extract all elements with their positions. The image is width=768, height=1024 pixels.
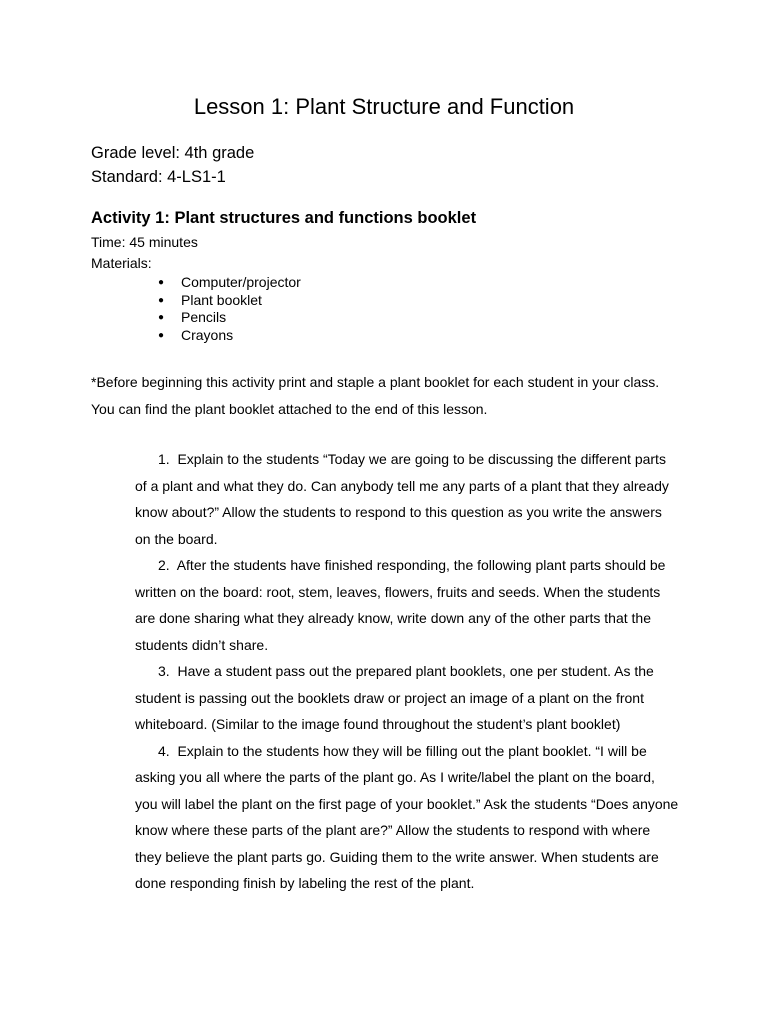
step-item	[135, 738, 680, 897]
step-item	[135, 658, 680, 738]
page-title: Lesson 1: Plant Structure and Function	[193, 94, 575, 119]
steps-list	[135, 446, 680, 897]
step-text: Explain to the students “Today we are going to be discussing the different parts of a plant and what they do. Can anybody tell me any parts of a plant that they already know about?” Allow the students to respond to this question as you write the answers on the board.	[135, 451, 669, 547]
step-number: 2.	[158, 557, 170, 573]
material-label: Computer/projector	[181, 274, 301, 290]
material-label: Pencils	[181, 309, 227, 325]
list-item	[155, 309, 301, 327]
step-text: After the students have finished responding, the following plant parts should be written on the board: root, stem, leaves, flowers, fruits and seeds. When the students are done sharing what they already know, write down any of the other parts that the students didn’t share.	[135, 557, 666, 653]
materials-label: Materials:	[91, 255, 152, 271]
material-label: Crayons	[181, 326, 234, 343]
step-text: Have a student pass out the prepared plant booklets, one per student. As the student is passing out the booklets draw or project an image of a plant on the front whiteboard. (Similar to the image found throughout the student’s plant booklet)	[135, 663, 654, 732]
bullet-icon: ●	[158, 329, 165, 341]
step-number: 4.	[158, 742, 170, 759]
list-item	[155, 327, 301, 345]
step-number: 1.	[158, 451, 170, 467]
grade-level: Grade level: 4th grade	[91, 144, 255, 162]
activity-heading: Activity 1: Plant structures and functions booklet	[91, 209, 477, 227]
step-number: 3.	[158, 663, 170, 679]
preparation-note: *Before beginning this activity print and staple a plant booklet for each student in your class. You can find the plant booklet attached to the end of this lesson.	[91, 374, 660, 417]
bullet-icon: ●	[158, 277, 165, 288]
list-item	[155, 274, 301, 292]
bullet-icon: ●	[158, 312, 165, 323]
standard: Standard: 4-LS1-1	[91, 168, 226, 186]
step-item	[135, 446, 680, 552]
time-line: Time: 45 minutes	[91, 234, 198, 250]
list-item	[155, 292, 301, 310]
material-label: Plant booklet	[181, 291, 262, 308]
materials-list	[155, 274, 301, 344]
step-item	[135, 552, 680, 658]
bullet-icon: ●	[158, 294, 165, 306]
step-text: Explain to the students how they will be filling out the plant booklet. “I will be asking you all where the parts of the plant go. As I write/label the plant on the board, you will label the plant on the first page of your booklet.” Ask the students “Does anyone know where these parts of the plant are?” Allow the students to respond with where they believe the plant parts go. Guiding them to the write answer. When students are done responding finish by labeling the rest of the plant.	[135, 742, 679, 891]
